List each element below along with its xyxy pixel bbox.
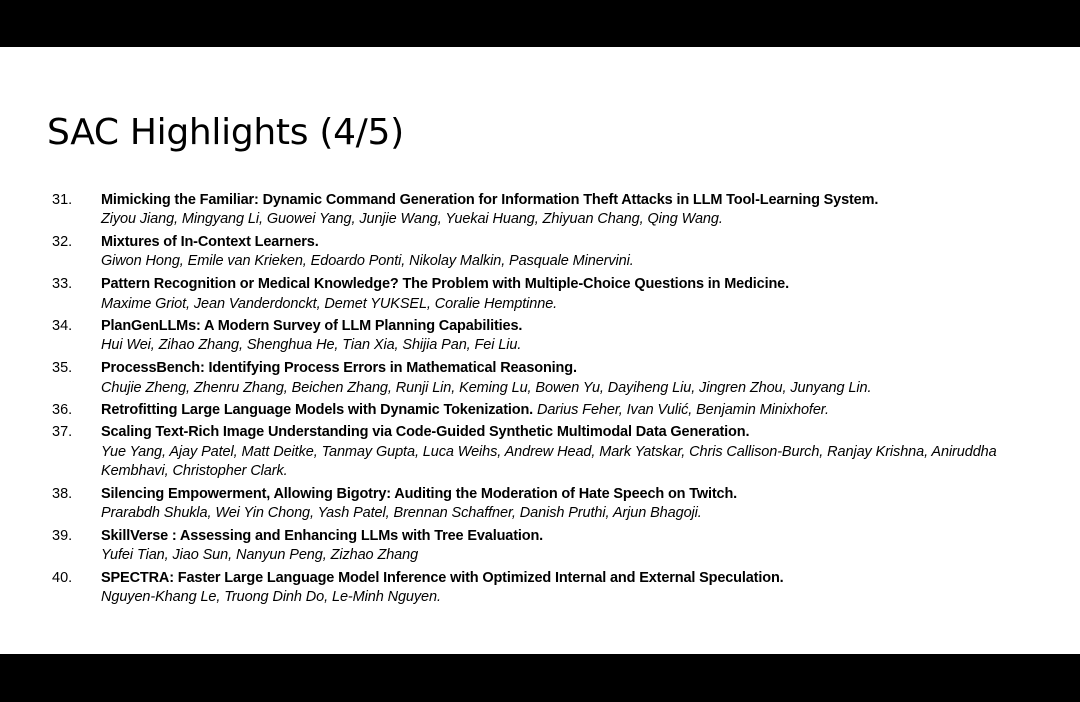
- paper-item-36: [0, 401, 1080, 420]
- paper-title: Mixtures of In-Context Learners.: [101, 233, 319, 250]
- paper-number: 32.: [52, 233, 73, 250]
- paper-title: PlanGenLLMs: A Modern Survey of LLM Planning Capabilities.: [101, 317, 523, 334]
- paper-item-38: [0, 485, 1080, 524]
- paper-number: 35.: [52, 360, 73, 377]
- paper-item-37: [0, 423, 1080, 481]
- paper-authors: Yue Yang, Ajay Patel, Matt Deitke, Tanmay Gupta, Luca Weihs, Andrew Head, Mark Yatskar, Chris Callison-Burch, Ranjay Krishna, Aniruddha Kembhavi, Christopher Clark.: [101, 443, 997, 480]
- paper-authors: Darius Feher, Ivan Vulić, Benjamin Minixhofer.: [536, 402, 829, 419]
- paper-item-34: [0, 317, 1080, 356]
- paper-number: 34.: [52, 317, 73, 334]
- paper-authors: Nguyen-Khang Le, Truong Dinh Do, Le-Minh Nguyen.: [101, 589, 441, 606]
- paper-item-35: [0, 359, 1080, 398]
- paper-title: Pattern Recognition or Medical Knowledge? The Problem with Multiple-Choice Questions in Medicine.: [101, 276, 789, 293]
- paper-title: Scaling Text-Rich Image Understanding via Code-Guided Synthetic Multimodal Data Generation.: [101, 424, 750, 441]
- paper-number: 37.: [52, 424, 73, 441]
- paper-title: ProcessBench: Identifying Process Errors in Mathematical Reasoning.: [101, 360, 577, 377]
- paper-list: [0, 191, 1080, 608]
- paper-authors: Prarabdh Shukla, Wei Yin Chong, Yash Patel, Brennan Schaffner, Danish Pruthi, Arjun Bhagoji.: [101, 505, 702, 522]
- slide-title: SAC Highlights (4/5): [47, 112, 404, 153]
- paper-authors: Chujie Zheng, Zhenru Zhang, Beichen Zhang, Runji Lin, Keming Lu, Bowen Yu, Dayiheng Liu, Jingren Zhou, Junyang Lin.: [101, 379, 872, 396]
- paper-title: Retrofitting Large Language Models with Dynamic Tokenization.: [101, 402, 537, 419]
- paper-item-31: [0, 191, 1080, 230]
- paper-number: 40.: [52, 569, 73, 586]
- letterbox-top-bar: [0, 0, 1080, 47]
- paper-title: Silencing Empowerment, Allowing Bigotry: Auditing the Moderation of Hate Speech on Twitch.: [101, 485, 738, 502]
- paper-item-40: [0, 569, 1080, 608]
- paper-authors: Maxime Griot, Jean Vanderdonckt, Demet YUKSEL, Coralie Hemptinne.: [101, 295, 558, 312]
- letterbox-bottom-bar: [0, 654, 1080, 702]
- paper-authors: Hui Wei, Zihao Zhang, Shenghua He, Tian Xia, Shijia Pan, Fei Liu.: [101, 337, 522, 354]
- paper-number: 39.: [52, 528, 73, 544]
- paper-item-33: [0, 275, 1080, 314]
- paper-title: SkillVerse : Assessing and Enhancing LLMs with Tree Evaluation.: [101, 528, 544, 544]
- paper-number: 36.: [52, 402, 73, 419]
- slide: [0, 47, 1080, 654]
- paper-title: Mimicking the Familiar: Dynamic Command Generation for Information Theft Attacks in LLM Tool-Learning System.: [101, 192, 879, 208]
- paper-item-32: [0, 233, 1080, 272]
- paper-number: 33.: [52, 276, 73, 293]
- paper-title: SPECTRA: Faster Large Language Model Inference with Optimized Internal and External Speculation.: [101, 569, 784, 586]
- paper-number: 31.: [52, 192, 73, 208]
- paper-number: 38.: [52, 485, 73, 502]
- paper-authors: Giwon Hong, Emile van Krieken, Edoardo Ponti, Nikolay Malkin, Pasquale Minervini.: [101, 253, 634, 270]
- paper-authors: Ziyou Jiang, Mingyang Li, Guowei Yang, Junjie Wang, Yuekai Huang, Zhiyuan Chang, Qing Wang.: [101, 211, 723, 228]
- paper-item-39: [0, 527, 1080, 566]
- paper-authors: Yufei Tian, Jiao Sun, Nanyun Peng, Zizhao Zhang: [101, 547, 419, 564]
